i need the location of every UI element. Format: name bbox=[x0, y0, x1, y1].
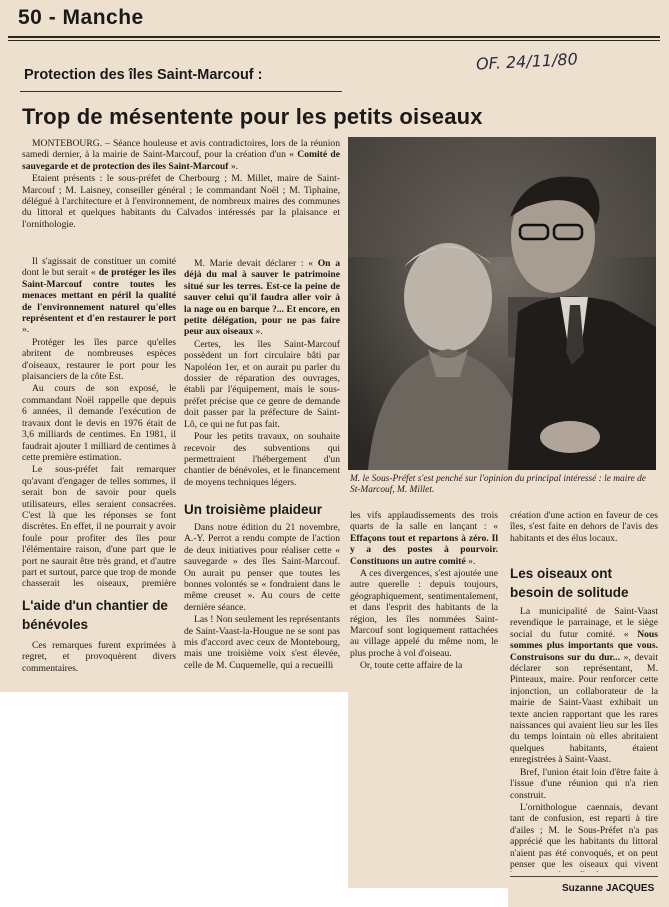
col3-paragraph-2: A ces divergences, s'est ajoutée une autre querelle : depuis toujours, géographiquement, sentimentalement, et dans l'esprit des habitants de la région, les îles nommées Saint-Marcouf sont logiquement rattachées au village appelé du même nom, le plus proche à vol d'oiseau. bbox=[350, 568, 498, 659]
column-4-top bbox=[510, 510, 658, 558]
header-rule-thin bbox=[8, 40, 660, 41]
col4-paragraph-1: La municipalité de Saint-Vaast revendique le parrainage, et le siège social du futur comité. « Nous sommes plus importants que vous. Construisons sur du dur... », devait déclarer son représentant, M. Pinteaux, maire. Pour renforcer cette injonction, un collaborateur de la mairie de Saint-Vaast exhibait un texte ancien rapportant que les rares naissances qui avaient lieu sur les îles du temps lointain où elles abritaient quelques habitants, étaient enregistrées à Saint-Vaast. bbox=[510, 606, 658, 766]
col1-paragraph-3: Au cours de son exposé, le commandant Noël rappelle que depuis 6 années, il demande l'exécution de travaux dont le devis en 1976 était de 3,6 milliards de centimes. En 1981, il faudrait ajouter 1 milliard de centimes à cette première estimation. bbox=[22, 383, 176, 463]
subhead-volunteers: L'aide d'un chantier de bénévoles bbox=[22, 598, 168, 632]
col2-paragraph-2: Certes, les îles Saint-Marcouf possèdent un fort circulaire bâti par Napoléon 1er, et on aurait pu parler du dossier de réparation des ouvrages, établi par l'équipement, mais le sous-préfet précise que ce genre de demande doit passer par la préfecture de Saint-Lô, ce qui ne fut pas fait. bbox=[184, 338, 340, 430]
column-2-b bbox=[184, 522, 340, 690]
col2b-paragraph-2: Las ! Non seulement les représentants de Saint-Vaast-la-Hougue ne se sont pas mis d'accord avec ceux de Montebourg, mais une troisième voix s'est élevée, celle de M. Cuquemelle, qui a recueilli bbox=[184, 614, 340, 671]
subhead-third-party: Un troisième plaideur bbox=[184, 502, 323, 517]
column-3 bbox=[350, 510, 498, 670]
column-4 bbox=[510, 606, 658, 872]
col2-paragraph-1: M. Marie devait déclarer : « On a déjà du mal à sauver le patrimoine situé sur les terres. Est-ce la peine de sauver celui qu'il faudra aller voir à la nage ou en barque ?... Et encore, en petite délégation, pour ne pas faire peur aux oiseaux ». bbox=[184, 258, 340, 338]
col3-paragraph-3: Or, toute cette affaire de la bbox=[360, 660, 463, 670]
handwritten-date-stamp: OF. 24/11/80 bbox=[475, 49, 579, 74]
intro-paragraph-1: MONTEBOURG. – Séance houleuse et avis contradictoires, lors de la réunion samedi dernier, à la mairie de Saint-Marcouf, pour la création d'un « Comité de sauvegarde et de protection des îles Saint-Marcouf ». bbox=[22, 138, 340, 172]
intro-paragraph-2: Etaient présents : le sous-préfet de Cherbourg ; M. Millet, maire de Saint-Marcouf ; M. Laisney, conseiller général ; le commandant Noël ; M. Tiphaine, délégué à l'architecture et à l'environnement, de nombreux maires des communes du littoral et quelques habitants du Calvados intéressés par la plaisance et l'ornithologie. bbox=[22, 173, 340, 230]
clipping-cut-area-2 bbox=[348, 888, 508, 907]
col3-paragraph-1: les vifs applaudissements des trois quarts de la salle en lançant : « Effaçons tout et repartons à zéro. Il y a des postes à pourvoir. Constituons un autre comité ». bbox=[350, 510, 498, 567]
header-rule bbox=[8, 36, 660, 38]
subhead-solitude: Les oiseaux ont besoin de solitude bbox=[510, 566, 629, 600]
photo-caption: M. le Sous-Préfet s'est penché sur l'opinion du principal intéressé : le maire de St-Marcouf, M. Millet. bbox=[350, 474, 646, 495]
headline: Trop de mésentente pour les petits oiseaux bbox=[22, 104, 483, 129]
photo-illustration bbox=[348, 137, 656, 470]
column-1 bbox=[22, 256, 176, 590]
col1-end-paragraph: Ces remarques furent exprimées à regret, et provoquèrent divers commentaires. bbox=[22, 640, 176, 674]
col1-paragraph-2: Protéger les îles parce qu'elles abritent de nombreuses espèces d'oiseaux, restaurer le port pour les plaisanciers de la côte Est. bbox=[22, 336, 176, 383]
byline: Suzanne JACQUES bbox=[562, 883, 655, 894]
col4-top-paragraph: création d'une action en faveur de ces îles, s'est faite en dehors de l'avis des habitants et des élus locaux. bbox=[510, 510, 658, 544]
news-photo bbox=[348, 137, 656, 470]
col1-paragraph-4: Le sous-préfet fait remarquer qu'avant d'engager de telles sommes, il serait bon de savoir pour quels utilisateurs, elles seraient consacrées. C'est là que les réponses se font discrètes. En effet, il ne pourrait y avoir foule pour profiter des îles pour l'élémentaire raison, d'une part que le port ne saurait être très grand, et d'autre part et surtout, parce que trop de monde chasserait les oiseaux, première bbox=[22, 464, 176, 590]
col2b-paragraph-1: Dans notre édition du 21 novembre, A.-Y. Perrot a rendu compte de l'action de deux initiatives pour réaliser cette « sauvegarde » des îles Saint-Marcouf. On aurait pu penser que toutes les bonnes volontés se « fondraient dans le même creuset ». Au cours de cette dernière séance. bbox=[184, 522, 340, 613]
kicker: Protection des îles Saint-Marcouf : bbox=[24, 67, 263, 83]
article-end-rule bbox=[510, 876, 658, 877]
col2-paragraph-3: Pour les petits travaux, on souhaite recevoir des subventions qui permettraient l'hébergement d'un chantier de bénévoles, et le financement de moyens techniques légers. bbox=[184, 431, 340, 488]
col4-paragraph-2: Bref, l'union était loin d'être faite à l'issue d'une réunion qui n'a rien construit. bbox=[510, 766, 658, 801]
kicker-rule bbox=[20, 91, 342, 92]
clipping-cut-area bbox=[0, 692, 348, 907]
col1-paragraph-1: Il s'agissait de constituer un comité dont le but serait « de protéger les îles Saint-Marcouf contre toutes les menaces mettant en péril la qualité de l'environnement naturel qu'elles représentent et d'en restaurer le port ». bbox=[22, 256, 176, 336]
col4-paragraph-3: L'ornithologue caennais, devant tant de confusion, est reparti à tire d'ailes ; M. le Sous-Préfet n'a pas apprécié que les habitants du littoral n'aient pas été convoqués, et on peut penser que les oiseaux qui vivent bbox=[510, 801, 658, 870]
page-header: 50 - Manche bbox=[18, 6, 144, 29]
intro-block bbox=[22, 138, 340, 250]
column-2 bbox=[184, 258, 340, 494]
column-1-end bbox=[22, 640, 176, 680]
